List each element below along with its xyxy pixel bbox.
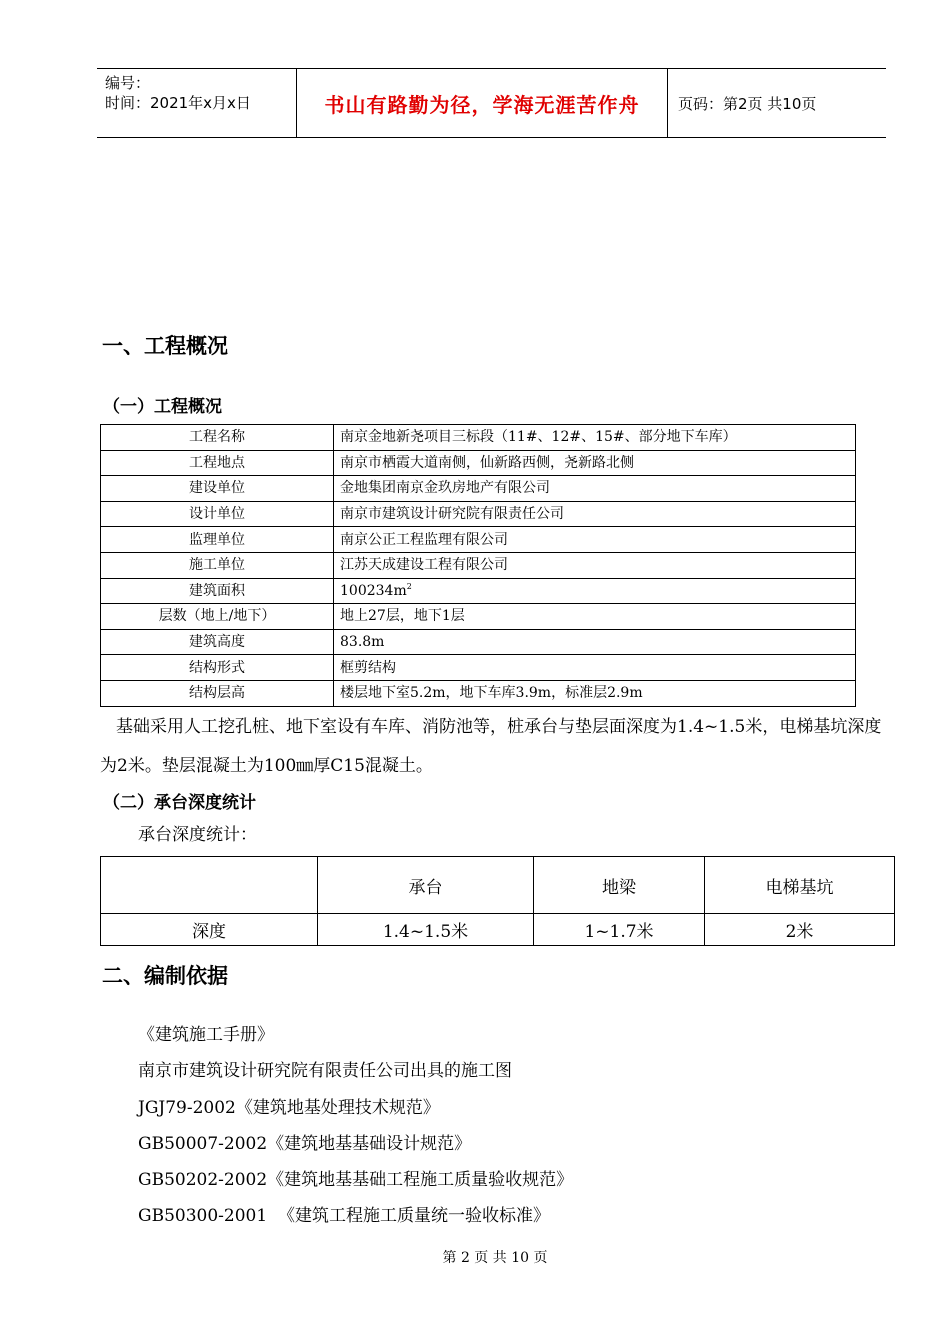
table-row — [101, 450, 856, 476]
header-cell — [101, 857, 318, 914]
row-value: 楼层地下室5.2m，地下车库3.9m，标准层2.9m — [334, 680, 856, 706]
row-key: 建筑高度 — [101, 629, 334, 655]
depth-header-row — [101, 857, 895, 914]
depth-table — [100, 856, 895, 946]
table-row — [101, 527, 856, 553]
reference-item: JGJ79-2002《建筑地基处理技术规范》 — [138, 1098, 440, 1118]
header-cell: 承台 — [318, 857, 534, 914]
row-key: 工程地点 — [101, 450, 334, 476]
table-row — [101, 629, 856, 655]
row-key: 层数（地上/地下） — [101, 604, 334, 630]
row-value: 江苏天成建设工程有限公司 — [334, 552, 856, 578]
row-key: 建设单位 — [101, 476, 334, 502]
table-row — [101, 680, 856, 706]
value-cell: 1~1.7米 — [534, 914, 705, 946]
reference-item: 《建筑施工手册》 — [138, 1025, 274, 1045]
section1-sub1: （一）工程概况 — [103, 397, 222, 417]
header-page-cell — [668, 69, 886, 137]
header-cell: 地梁 — [534, 857, 705, 914]
header-page-info: 页码：第2页 共10页 — [678, 94, 817, 113]
reference-item: GB50202-2002《建筑地基基础工程施工质量验收规范》 — [138, 1170, 574, 1190]
header-cell: 电梯基坑 — [705, 857, 895, 914]
table-row — [101, 552, 856, 578]
header-motto-cell — [297, 69, 668, 137]
row-key: 施工单位 — [101, 552, 334, 578]
table-row — [101, 425, 856, 451]
depth-caption: 承台深度统计： — [138, 825, 257, 845]
table-row — [101, 578, 856, 604]
motto: 书山有路勤为径，学海无涯苦作舟 — [324, 92, 640, 117]
row-key: 结构形式 — [101, 655, 334, 681]
row-value: 南京市栖霞大道南侧，仙新路西侧，尧新路北侧 — [334, 450, 856, 476]
reference-item: GB50300-2001 《建筑工程施工质量统一验收标准》 — [138, 1206, 550, 1226]
table-row — [101, 476, 856, 502]
area-value: 100234m — [340, 582, 407, 599]
section1-sub2: （二）承台深度统计 — [103, 793, 256, 813]
page-footer: 第 2 页 共 10 页 — [442, 1250, 548, 1266]
value-cell: 2米 — [705, 914, 895, 946]
area-superscript: 2 — [406, 581, 412, 591]
time-label: 时间：2021年x月x日 — [105, 94, 251, 112]
table-row — [101, 501, 856, 527]
row-value: 南京金地新尧项目三标段（11#、12#、15#、部分地下车库） — [334, 425, 856, 451]
section2-title: 二、编制依据 — [102, 964, 228, 988]
row-key: 工程名称 — [101, 425, 334, 451]
section1-title: 一、工程概况 — [102, 334, 228, 358]
value-cell: 1.4~1.5米 — [318, 914, 534, 946]
foundation-paragraph: 基础采用人工挖孔桩、地下室设有车库、消防池等，桩承台与垫层面深度为1.4~1.5米，电梯基坑深度为2米。垫层混凝土为100㎜厚C15混凝土。 — [100, 717, 882, 776]
number-label: 编号： — [105, 74, 151, 92]
row-value: 83.8m — [334, 629, 856, 655]
header-left-cell — [97, 69, 297, 137]
table-row — [101, 655, 856, 681]
row-value: 南京公正工程监理有限公司 — [334, 527, 856, 553]
reference-item: GB50007-2002《建筑地基基础设计规范》 — [138, 1134, 472, 1154]
row-value: 地上27层，地下1层 — [334, 604, 856, 630]
page-header — [97, 68, 886, 138]
project-overview-table — [100, 424, 856, 707]
row-key: 结构层高 — [101, 680, 334, 706]
row-value: 框剪结构 — [334, 655, 856, 681]
reference-item: 南京市建筑设计研究院有限责任公司出具的施工图 — [138, 1061, 512, 1081]
row-key: 设计单位 — [101, 501, 334, 527]
row-key: 监理单位 — [101, 527, 334, 553]
row-value: 金地集团南京金玖房地产有限公司 — [334, 476, 856, 502]
row-key: 建筑面积 — [101, 578, 334, 604]
row-value — [334, 578, 856, 604]
table-row — [101, 604, 856, 630]
row-label: 深度 — [101, 914, 318, 946]
depth-value-row — [101, 914, 895, 946]
row-value: 南京市建筑设计研究院有限责任公司 — [334, 501, 856, 527]
